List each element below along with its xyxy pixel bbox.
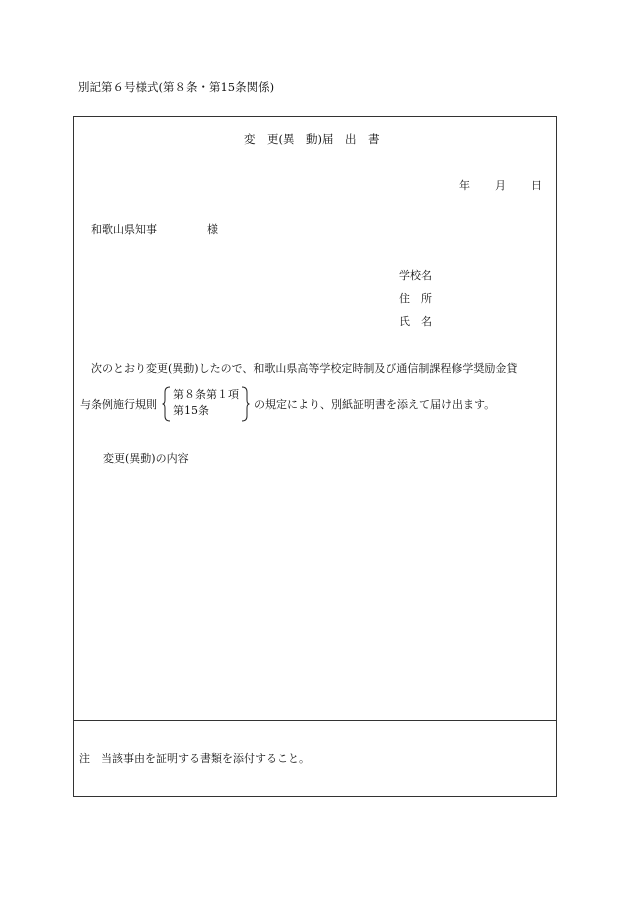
- left-brace: [162, 386, 172, 422]
- option-article-8: 第８条第１項: [173, 388, 239, 401]
- right-brace: [240, 386, 250, 422]
- note-divider: [73, 720, 557, 721]
- addressee-name: 和歌山県知事: [91, 223, 157, 236]
- date-year: 年: [459, 179, 470, 192]
- body-line-2-suffix: の規定により、別紙証明書を添えて届け出ます。: [254, 398, 496, 411]
- name-label: 氏 名: [399, 315, 432, 328]
- addressee-honorific: 様: [207, 223, 218, 236]
- form-title: 変 更(異 動)届 出 書: [244, 132, 380, 146]
- note-text: 注 当該事由を証明する書類を添付すること。: [79, 752, 310, 765]
- body-line-1: 次のとおり変更(異動)したので、和歌山県高等学校定時制及び通信制課程修学奨励金貸: [91, 362, 518, 375]
- school-label: 学校名: [399, 269, 432, 282]
- date-month: 月: [495, 179, 506, 192]
- option-article-15: 第15条: [173, 404, 209, 417]
- address-label: 住 所: [399, 292, 432, 305]
- content-heading: 変更(異動)の内容: [103, 452, 189, 465]
- body-line-2-prefix: 与条例施行規則: [80, 398, 157, 411]
- form-number: 別記第６号様式(第８条・第15条関係): [78, 80, 275, 94]
- date-day: 日: [531, 179, 542, 192]
